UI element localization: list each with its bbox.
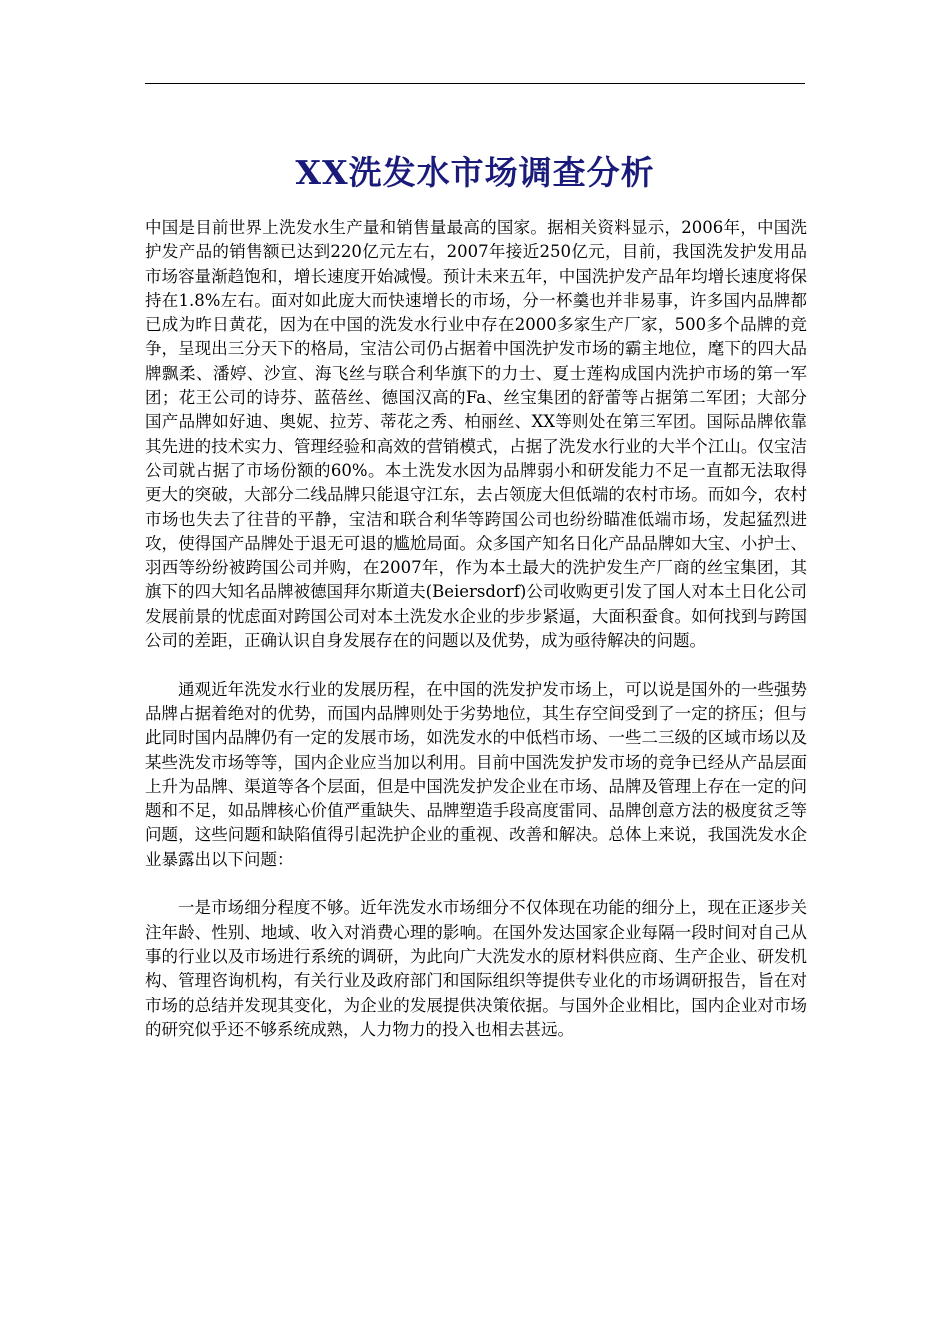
paragraph-industry-overview: 通观近年洗发水行业的发展历程，在中国的洗发护发市场上，可以说是国外的一些强势品牌占据着绝对的优势，而国内品牌则处于劣势地位，其生存空间受到了一定的挤压；但与此同时国内品牌仍有一定的发展市场，如洗发水的中低档市场、一些二三级的区域市场以及某些洗发市场等等，国内企业应当加以利用。目前中国洗发护发市场的竞争已经从产品层面上升为品牌、渠道等各个层面，但是中国洗发护发企业在市场、品牌及管理上存在一定的问题和不足，如品牌核心价值严重缺失、品牌塑造手段高度雷同、品牌创意方法的极度贫乏等问题，这些问题和缺陷值得引起洗护企业的重视、改善和解决。总体上来说，我国洗发水企业暴露出以下问题： (145, 679, 807, 869)
header-rule (145, 83, 805, 84)
document-title: XX洗发水市场调查分析 (295, 153, 655, 192)
paragraph-intro: 中国是目前世界上洗发水生产量和销售量最高的国家。据相关资料显示，2006年，中国洗护发产品的销售额已达到220亿元左右，2007年接近250亿元，目前，我国洗发护发用品市场容量渐趋饱和，增长速度开始减慢。预计未来五年，中国洗护发产品年均增长速度将保持在1.8%左右。面对如此庞大而快速增长的市场，分一杯羹也并非易事，许多国内品牌都已成为昨日黄花，因为在中国的洗发水行业中存在2000多家生产厂家，500多个品牌的竞争，呈现出三分天下的格局，宝洁公司仍占据着中国洗护发市场的霸主地位，麾下的四大品牌飘柔、潘婷、沙宣、海飞丝与联合利华旗下的力士、夏士莲构成国内洗护市场的第一军团；花王公司的诗芬、蓝蓓丝、德国汉高的Fa、丝宝集团的舒蕾等占据第二军团；大部分国产品牌如好迪、奥妮、拉芳、蒂花之秀、柏丽丝、XX等则处在第三军团。国际品牌依靠其先进的技术实力、管理经验和高效的营销模式，占据了洗发水行业的大半个江山。仅宝洁公司就占据了市场份额的60%。本土洗发水因为品牌弱小和研发能力不足一直都无法取得更大的突破，大部分二线品牌只能退守江东，去占领庞大但低端的农村市场。而如今，农村市场也失去了往昔的平静，宝洁和联合利华等跨国公司也纷纷瞄准低端市场，发起猛烈进攻，使得国产品牌处于退无可退的尴尬局面。众多国产知名日化产品品牌如大宝、小护士、羽西等纷纷被跨国公司并购，在2007年，作为本土最大的洗护发生产厂商的丝宝集团，其旗下的四大知名品牌被德国拜尔斯道夫(Beiersdorf)公司收购更引发了国人对本土日化公司发展前景的忧虑面对跨国公司对本土洗发水企业的步步紧逼，大面积蚕食。如何找到与跨国公司的差距，正确认识自身发展存在的问题以及优势，成为亟待解决的问题。 (145, 218, 807, 651)
document-body (145, 216, 807, 1042)
paragraph-market-segmentation: 一是市场细分程度不够。近年洗发水市场细分不仅体现在功能的细分上，现在正逐步关注年龄、性别、地域、收入对消费心理的影响。在国外发达国家企业每隔一段时间对自己从事的行业以及市场进行系统的调研，为此向广大洗发水的原材料供应商、生产企业、研发机构、管理咨询机构，有关行业及政府部门和国际组织等提供专业化的市场调研报告，旨在对市场的总结并发现其变化，为企业的发展提供决策依据。与国外企业相比，国内企业对市场的研究似乎还不够系统成熟，人力物力的投入也相去甚远。 (145, 898, 807, 1039)
